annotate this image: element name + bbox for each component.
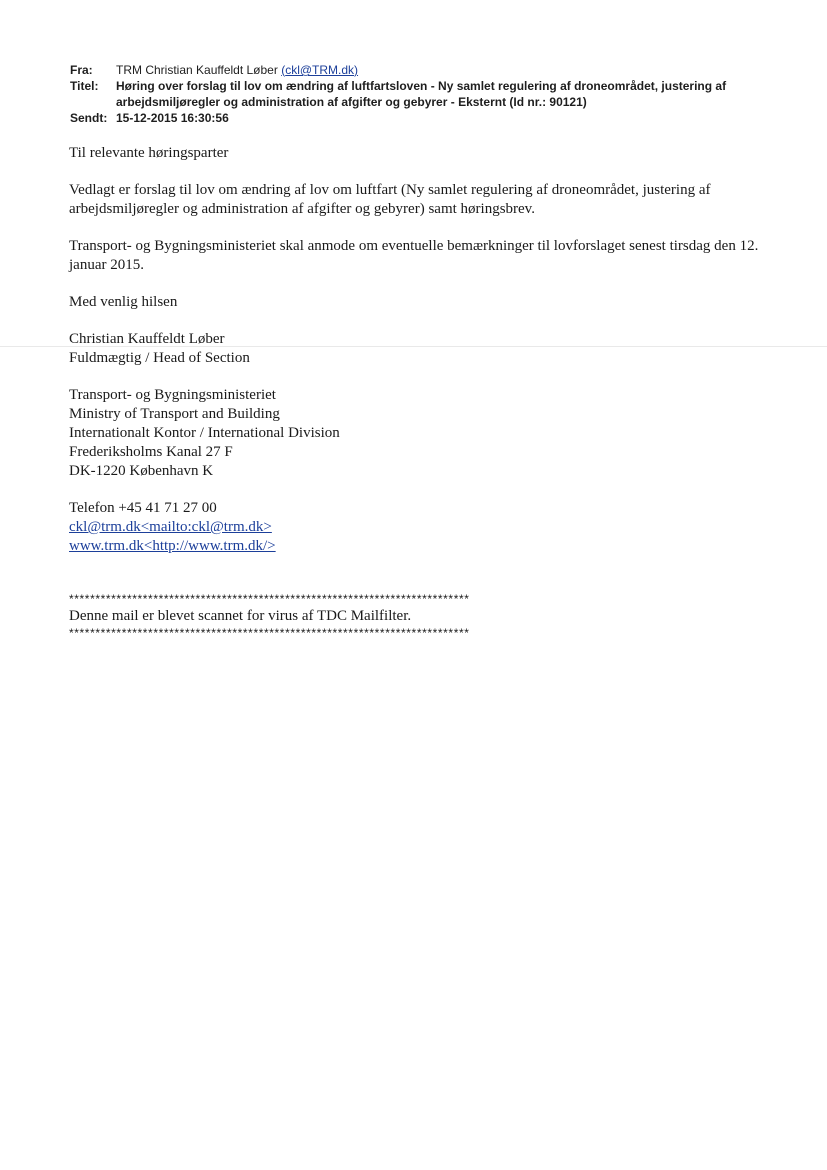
signature-web-link[interactable]: www.trm.dk<http://www.trm.dk/>: [69, 538, 276, 554]
virus-scan-footer: [69, 592, 759, 640]
greeting: Til relevante høringsparter: [69, 145, 229, 161]
signature-contact: [69, 499, 759, 556]
from-label: Fra:: [70, 63, 93, 77]
scan-notice: Denne mail er blevet scannet for virus af TDC Mailfilter.: [69, 608, 412, 624]
stars-divider-top: ****************************************************************************: [69, 592, 470, 606]
stars-divider-bottom: ****************************************************************************: [69, 626, 470, 640]
from-email-close: ): [354, 63, 359, 77]
from-email-open: (: [281, 63, 286, 77]
signature-address: [69, 386, 759, 481]
sent-value: 15-12-2015 16:30:56: [116, 111, 229, 125]
signature-role: Fuldmægtig / Head of Section: [69, 350, 250, 366]
signature-org-en: Ministry of Transport and Building: [69, 406, 280, 422]
email-header: [70, 62, 770, 126]
signature-org-da: Transport- og Bygningsministeriet: [69, 387, 276, 403]
from-name: TRM Christian Kauffeldt Løber: [116, 63, 282, 77]
signature-division: Internationalt Kontor / International Division: [69, 425, 340, 441]
paragraph-attachment: Vedlagt er forslag til lov om ændring af lov om luftfart (Ny samlet regulering af droneområdet, justering af arbejdsmiljøregler og administration af afgifter og gebyrer) samt høringsbrev.: [69, 182, 711, 217]
signature-email-link[interactable]: ckl@trm.dk<mailto:ckl@trm.dk>: [69, 519, 272, 535]
paragraph-deadline: Transport- og Bygningsministeriet skal anmode om eventuelle bemærkninger til lovforslaget senest tirsdag den 12. januar 2015.: [69, 238, 759, 273]
title-row: [70, 78, 770, 110]
signature-city: DK-1220 København K: [69, 463, 214, 479]
spacer: [69, 574, 759, 592]
from-email: ckl@TRM.dk: [285, 63, 355, 77]
sent-label: Sendt:: [70, 111, 108, 125]
signature-street: Frederiksholms Kanal 27 F: [69, 444, 233, 460]
from-row: [70, 62, 770, 78]
signature-person: [69, 330, 759, 368]
from-email-link[interactable]: [281, 63, 358, 77]
title-label: Titel:: [70, 79, 99, 93]
from-value: [116, 62, 770, 78]
signature-phone: Telefon +45 41 71 27 00: [69, 500, 217, 516]
email-body: [69, 144, 759, 640]
title-value: Høring over forslag til lov om ændring af luftfartsloven - Ny samlet regulering af droneområdet, justering af arbejdsmiljøregler og administration af afgifter og gebyrer - Eksternt (Id nr.: 90121): [116, 79, 727, 109]
sent-row: [70, 110, 770, 126]
closing: Med venlig hilsen: [69, 294, 178, 310]
signature-name: Christian Kauffeldt Løber: [69, 331, 225, 347]
